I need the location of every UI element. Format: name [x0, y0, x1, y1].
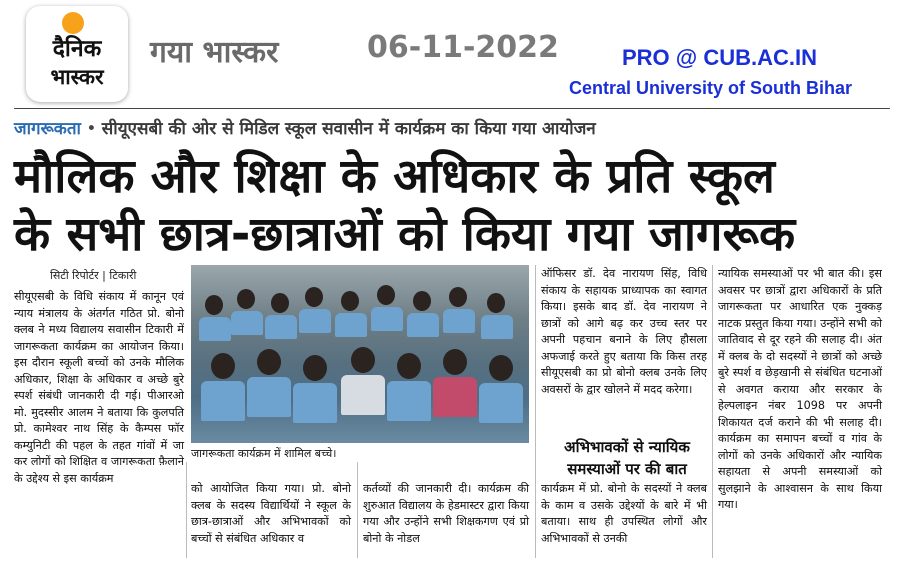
article-column-4-top: ऑफिसर डॉ. देव नारायण सिंह, विधि संकाय के सहायक प्राध्यापक का स्वागत किया। इसके बाद डॉ. देव नारायण ने छात्रों को आगे बढ़ कर उच्च स्तर पर अपनी पहचान बनाने के लिए हौसला अफजाई करते हुए बताया कि किस तरह सीयूएसबी का प्रो बोनो क्लब उनके लिए अवसरों के द्वार खोलने में मदद करेगा। [541, 267, 707, 396]
column-separator [186, 462, 187, 558]
article-column-1: सीयूएसबी के विधि संकाय में कानून एवं न्याय मंत्रालय के अंतर्गत गठित प्रो. बोनो क्लब ने मध्य विद्यालय सवासीन टिकारी में जागरूकता कार्यक्रम का आयोजन किया। इस दौरान स्कूली बच्चों को उनके मौलिक अधिकार, शिक्षा के अधिकार व अच्छे बुरे स्पर्श संबंधी जानकारी दी गई। पीआरओ मो. मुदस्सीर आलम ने बताया कि कुलपति प्रो. कामेश्वर नाथ सिंह के कैम्पस फॉर कम्युनिटी की पहल के तहत गांवों में जा कर लोगों को शिक्षित व जागरूकता फ़ैलाने के उद्देश्य से इस कार्यक्रम [14, 290, 184, 485]
pro-email: PRO @ CUB.AC.IN [622, 45, 818, 70]
publication-date: 06-11-2022 [367, 30, 559, 65]
article-column-2: को आयोजित किया गया। प्रो. बोनो क्लब के सदस्य विद्यार्थियों ने स्कूल के छात्र-छात्राओं और अभिभावकों को बच्चों से संबंधित अधिकार व [191, 482, 351, 545]
logo-line-1: दैनिक [52, 36, 102, 62]
top-rule [14, 108, 890, 109]
headline-line-1: मौलिक और शिक्षा के अधिकार के प्रति स्कूल [14, 149, 775, 204]
bullet: • [86, 119, 97, 139]
byline: सिटी रिपोर्टर | टिकारी [50, 269, 137, 282]
article-column-4-bottom: कार्यक्रम में प्रो. बोनो के सदस्यों ने क्लब के काम व उसके उद्देश्यों के बारे में भी बताया। साथ ही उपस्थित लोगों और अभिभावकों से उनकी [541, 482, 707, 545]
category-tag: जागरूकता [14, 119, 81, 139]
photo-caption: जागरूकता कार्यक्रम में शामिल बच्चे। [191, 447, 337, 460]
section-subheading: अभिभावकों से न्यायिक समस्याओं पर की बात [564, 438, 690, 478]
subheadline: सीयूएसबी की ओर से मिडिल स्कूल सवासीन में कार्यक्रम का किया गया आयोजन [101, 119, 596, 139]
article-column-3: कर्तव्यों की जानकारी दी। कार्यक्रम की शुरुआत विद्यालय के हेडमास्टर द्वारा किया गया और उन्होंने सभी शिक्षकगण एवं प्रो बोनो के नोडल [363, 482, 529, 545]
column-separator [535, 265, 536, 558]
kicker-line [14, 116, 596, 139]
headline-line-2: के सभी छात्र-छात्राओं को किया गया जागरूक [14, 207, 796, 262]
logo-line-2: भास्कर [50, 65, 104, 89]
university-name: Central University of South Bihar [569, 78, 853, 98]
edition-title: गया भास्कर [150, 35, 279, 70]
dainik-bhaskar-logo [26, 6, 128, 102]
column-separator [357, 462, 358, 558]
students-photo [191, 265, 529, 443]
article-column-5: न्यायिक समस्याओं पर भी बात की। इस अवसर पर छात्रों द्वारा अधिकारों के प्रति जागरूकता पर आधारित एक नुक्कड़ नाटक प्रस्तुत किया गया। उन्होंने सभी को जातिवाद से दूर रहने की सलाह दी। अंत में क्लब के दो सदस्यों ने छात्रों को अच्छे बुरे स्पर्श व छेड़खानी से संबंधित घटनाओं से अवगत कराया और सरकार के हेल्पलाइन नंबर 1098 पर अपनी शिकायत दर्ज कराने की भी सलाह दी। कार्यक्रम का समापन बच्चों व गांव के लोगों को उनके अधिकारों और न्यायिक सहायता से अपनी समस्याओं को सुलझाने के आश्वासन के साथ किया गया। [718, 267, 882, 511]
sun-icon [62, 12, 84, 34]
column-separator [712, 265, 713, 558]
